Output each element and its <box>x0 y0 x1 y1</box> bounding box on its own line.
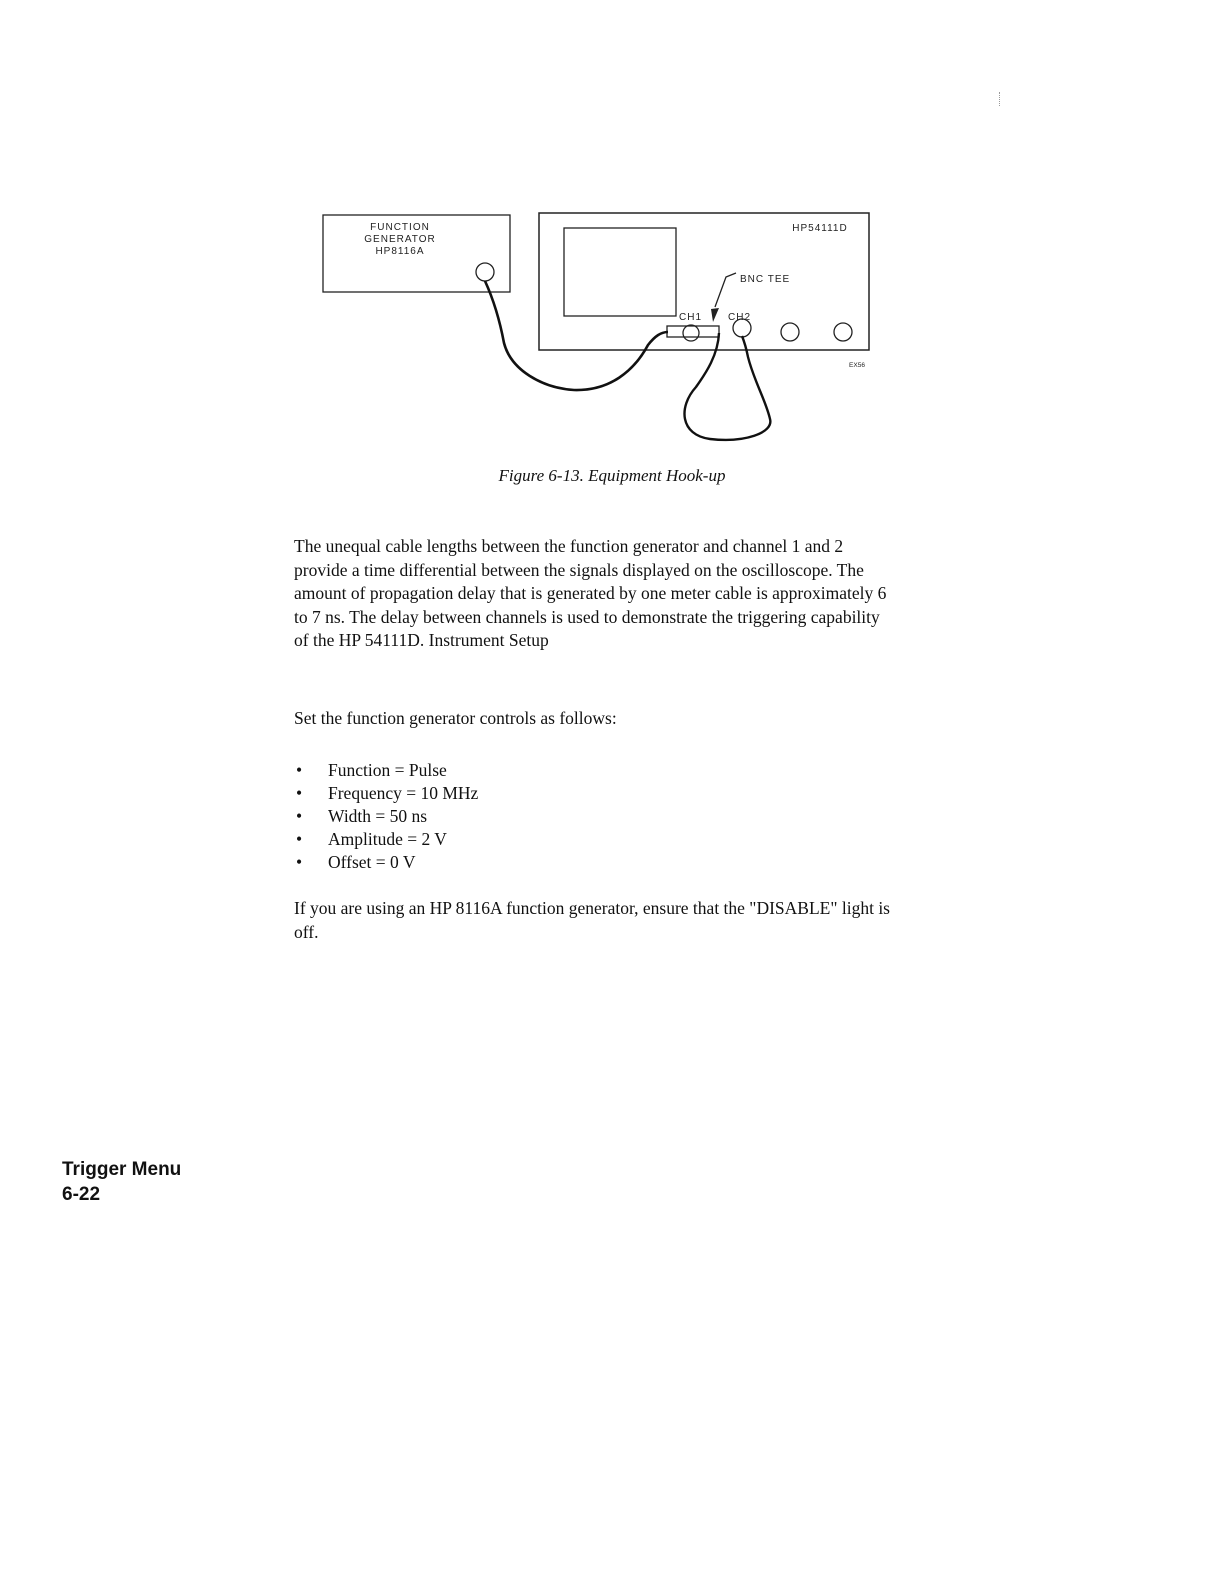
ch2-label: CH2 <box>728 312 752 323</box>
generator-label-line2: GENERATOR <box>364 234 436 245</box>
paragraph-setup-intro: Set the function generator controls as follows: <box>294 708 617 728</box>
scan-mark <box>999 92 1001 106</box>
ch4-connector <box>834 323 852 341</box>
ch1-connector <box>683 325 699 341</box>
figure-caption: Figure 6-13. Equipment Hook-up <box>498 466 726 485</box>
bullet: • <box>296 806 303 826</box>
ch3-connector <box>781 323 799 341</box>
figure-id: EX56 <box>849 362 865 369</box>
cable-generator-to-ch1 <box>485 281 668 390</box>
list-item <box>294 851 478 874</box>
footer-page-number: 6-22 <box>62 1184 101 1205</box>
bnc-tee-label: BNC TEE <box>740 274 791 285</box>
bnc-tee-arrowhead <box>711 308 719 322</box>
setting-width: Width = 50 ns <box>328 806 428 826</box>
page-footer <box>62 1157 181 1207</box>
generator-output-connector <box>476 263 494 281</box>
bnc-tee <box>667 326 719 337</box>
paragraph-disable-light: If you are using an HP 8116A function generator, ensure that the "DISABLE" light is off. <box>294 898 890 942</box>
oscilloscope-screen <box>564 228 676 316</box>
generator-settings-list <box>294 759 478 874</box>
list-item <box>294 805 478 828</box>
equipment-hookup-diagram <box>318 205 878 455</box>
setting-amplitude: Amplitude = 2 V <box>328 829 447 849</box>
bullet: • <box>296 852 303 872</box>
list-item <box>294 759 478 782</box>
oscilloscope-model-label: HP54111D <box>792 223 848 234</box>
list-item <box>294 828 478 851</box>
setting-offset: Offset = 0 V <box>328 852 416 872</box>
footer-section-title: Trigger Menu <box>62 1159 182 1180</box>
bullet: • <box>296 783 303 803</box>
generator-label-line3: HP8116A <box>375 246 425 257</box>
bnc-tee-pointer <box>715 273 736 307</box>
bullet: • <box>296 760 303 780</box>
list-item <box>294 782 478 805</box>
cable-ch1-to-ch2 <box>684 333 770 440</box>
ch1-label: CH1 <box>679 312 703 323</box>
bullet: • <box>296 829 303 849</box>
setting-frequency: Frequency = 10 MHz <box>328 783 479 803</box>
generator-label-line1: FUNCTION <box>370 222 430 233</box>
setting-function: Function = Pulse <box>328 760 447 780</box>
paragraph-cable-delay: The unequal cable lengths between the function generator and channel 1 and 2 provide a time differential between the signals displayed on the oscilloscope. The amount of propagation delay that is generated by one meter cable is approximately 6 to 7 ns. The delay between channels is used to demonstrate the triggering capability of the HP 54111D. Instrument Setup <box>294 536 887 650</box>
